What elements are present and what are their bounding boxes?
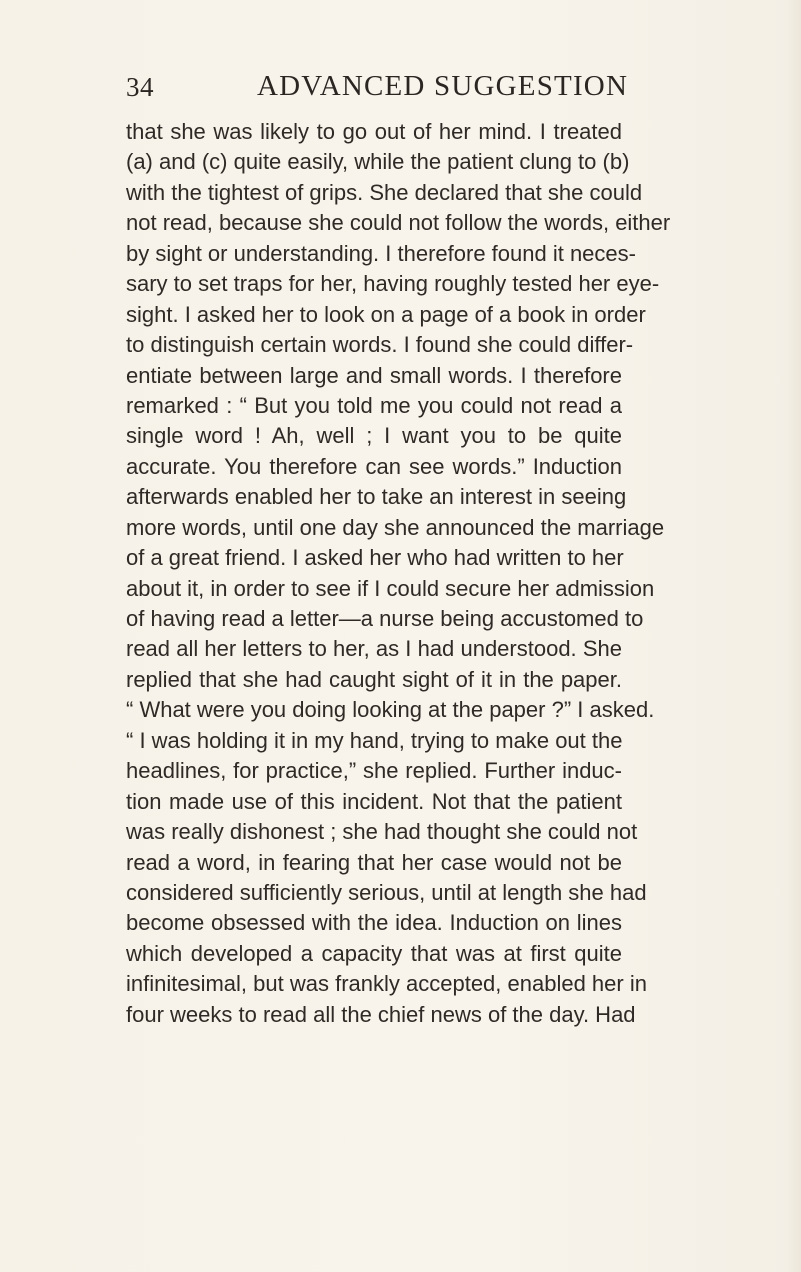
text-line: not read, because she could not follow the words, either bbox=[126, 210, 671, 236]
text-line: more words, until one day she announced the marriage bbox=[126, 514, 665, 540]
text-line: become obsessed with the idea. Induction on lines bbox=[126, 910, 622, 936]
text-line: sight. I asked her to look on a page of a book in order bbox=[126, 301, 646, 327]
running-title: ADVANCED SUGGESTION bbox=[257, 70, 629, 102]
text-line: four weeks to read all the chief news of the day. Had bbox=[126, 1001, 636, 1027]
text-line: replied that she had caught sight of it in the paper. bbox=[126, 666, 622, 692]
text-line: entiate between large and small words. I therefore bbox=[126, 362, 622, 388]
text-line: to distinguish certain words. I found she could differ- bbox=[126, 332, 634, 358]
text-line: “ What were you doing looking at the paper ?” I asked. bbox=[126, 697, 655, 723]
body-paragraph bbox=[126, 117, 671, 1030]
text-line: sary to set traps for her, having roughly tested her eye- bbox=[126, 271, 660, 297]
text-line: was really dishonest ; she had thought she could not bbox=[126, 819, 638, 845]
text-line: which developed a capacity that was at first quite bbox=[126, 940, 622, 966]
text-line: headlines, for practice,” she replied. Further induc- bbox=[126, 758, 622, 784]
text-line: about it, in order to see if I could secure her admission bbox=[126, 575, 655, 601]
text-line: accurate. You therefore can see words.” Induction bbox=[126, 453, 622, 479]
text-line: infinitesimal, but was frankly accepted, enabled her in bbox=[126, 971, 647, 997]
text-line: tion made use of this incident. Not that the patient bbox=[126, 788, 622, 814]
text-line: “ I was holding it in my hand, trying to make out the bbox=[126, 727, 623, 753]
text-line: with the tightest of grips. She declared that she could bbox=[126, 179, 643, 205]
text-line: single word ! Ah, well ; I want you to be quite bbox=[126, 423, 622, 449]
text-line: of a great friend. I asked her who had written to her bbox=[126, 545, 624, 571]
text-line: by sight or understanding. I therefore found it neces- bbox=[126, 240, 636, 266]
text-line: remarked : “ But you told me you could not read a bbox=[126, 392, 622, 418]
text-line: that she was likely to go out of her mind. I treated bbox=[126, 119, 622, 144]
text-line: read a word, in fearing that her case would not be bbox=[126, 849, 622, 875]
page-number: 34 bbox=[126, 72, 154, 102]
text-line: read all her letters to her, as I had understood. She bbox=[126, 636, 622, 662]
page-header bbox=[126, 66, 629, 106]
text-line: considered sufficiently serious, until at length she had bbox=[126, 879, 647, 905]
text-line: (a) and (c) quite easily, while the patient clung to (b) bbox=[126, 149, 630, 175]
text-line: of having read a letter—a nurse being accustomed to bbox=[126, 606, 644, 631]
page-edge-shadow bbox=[787, 0, 801, 1272]
text-line: afterwards enabled her to take an interest in seeing bbox=[126, 484, 627, 510]
